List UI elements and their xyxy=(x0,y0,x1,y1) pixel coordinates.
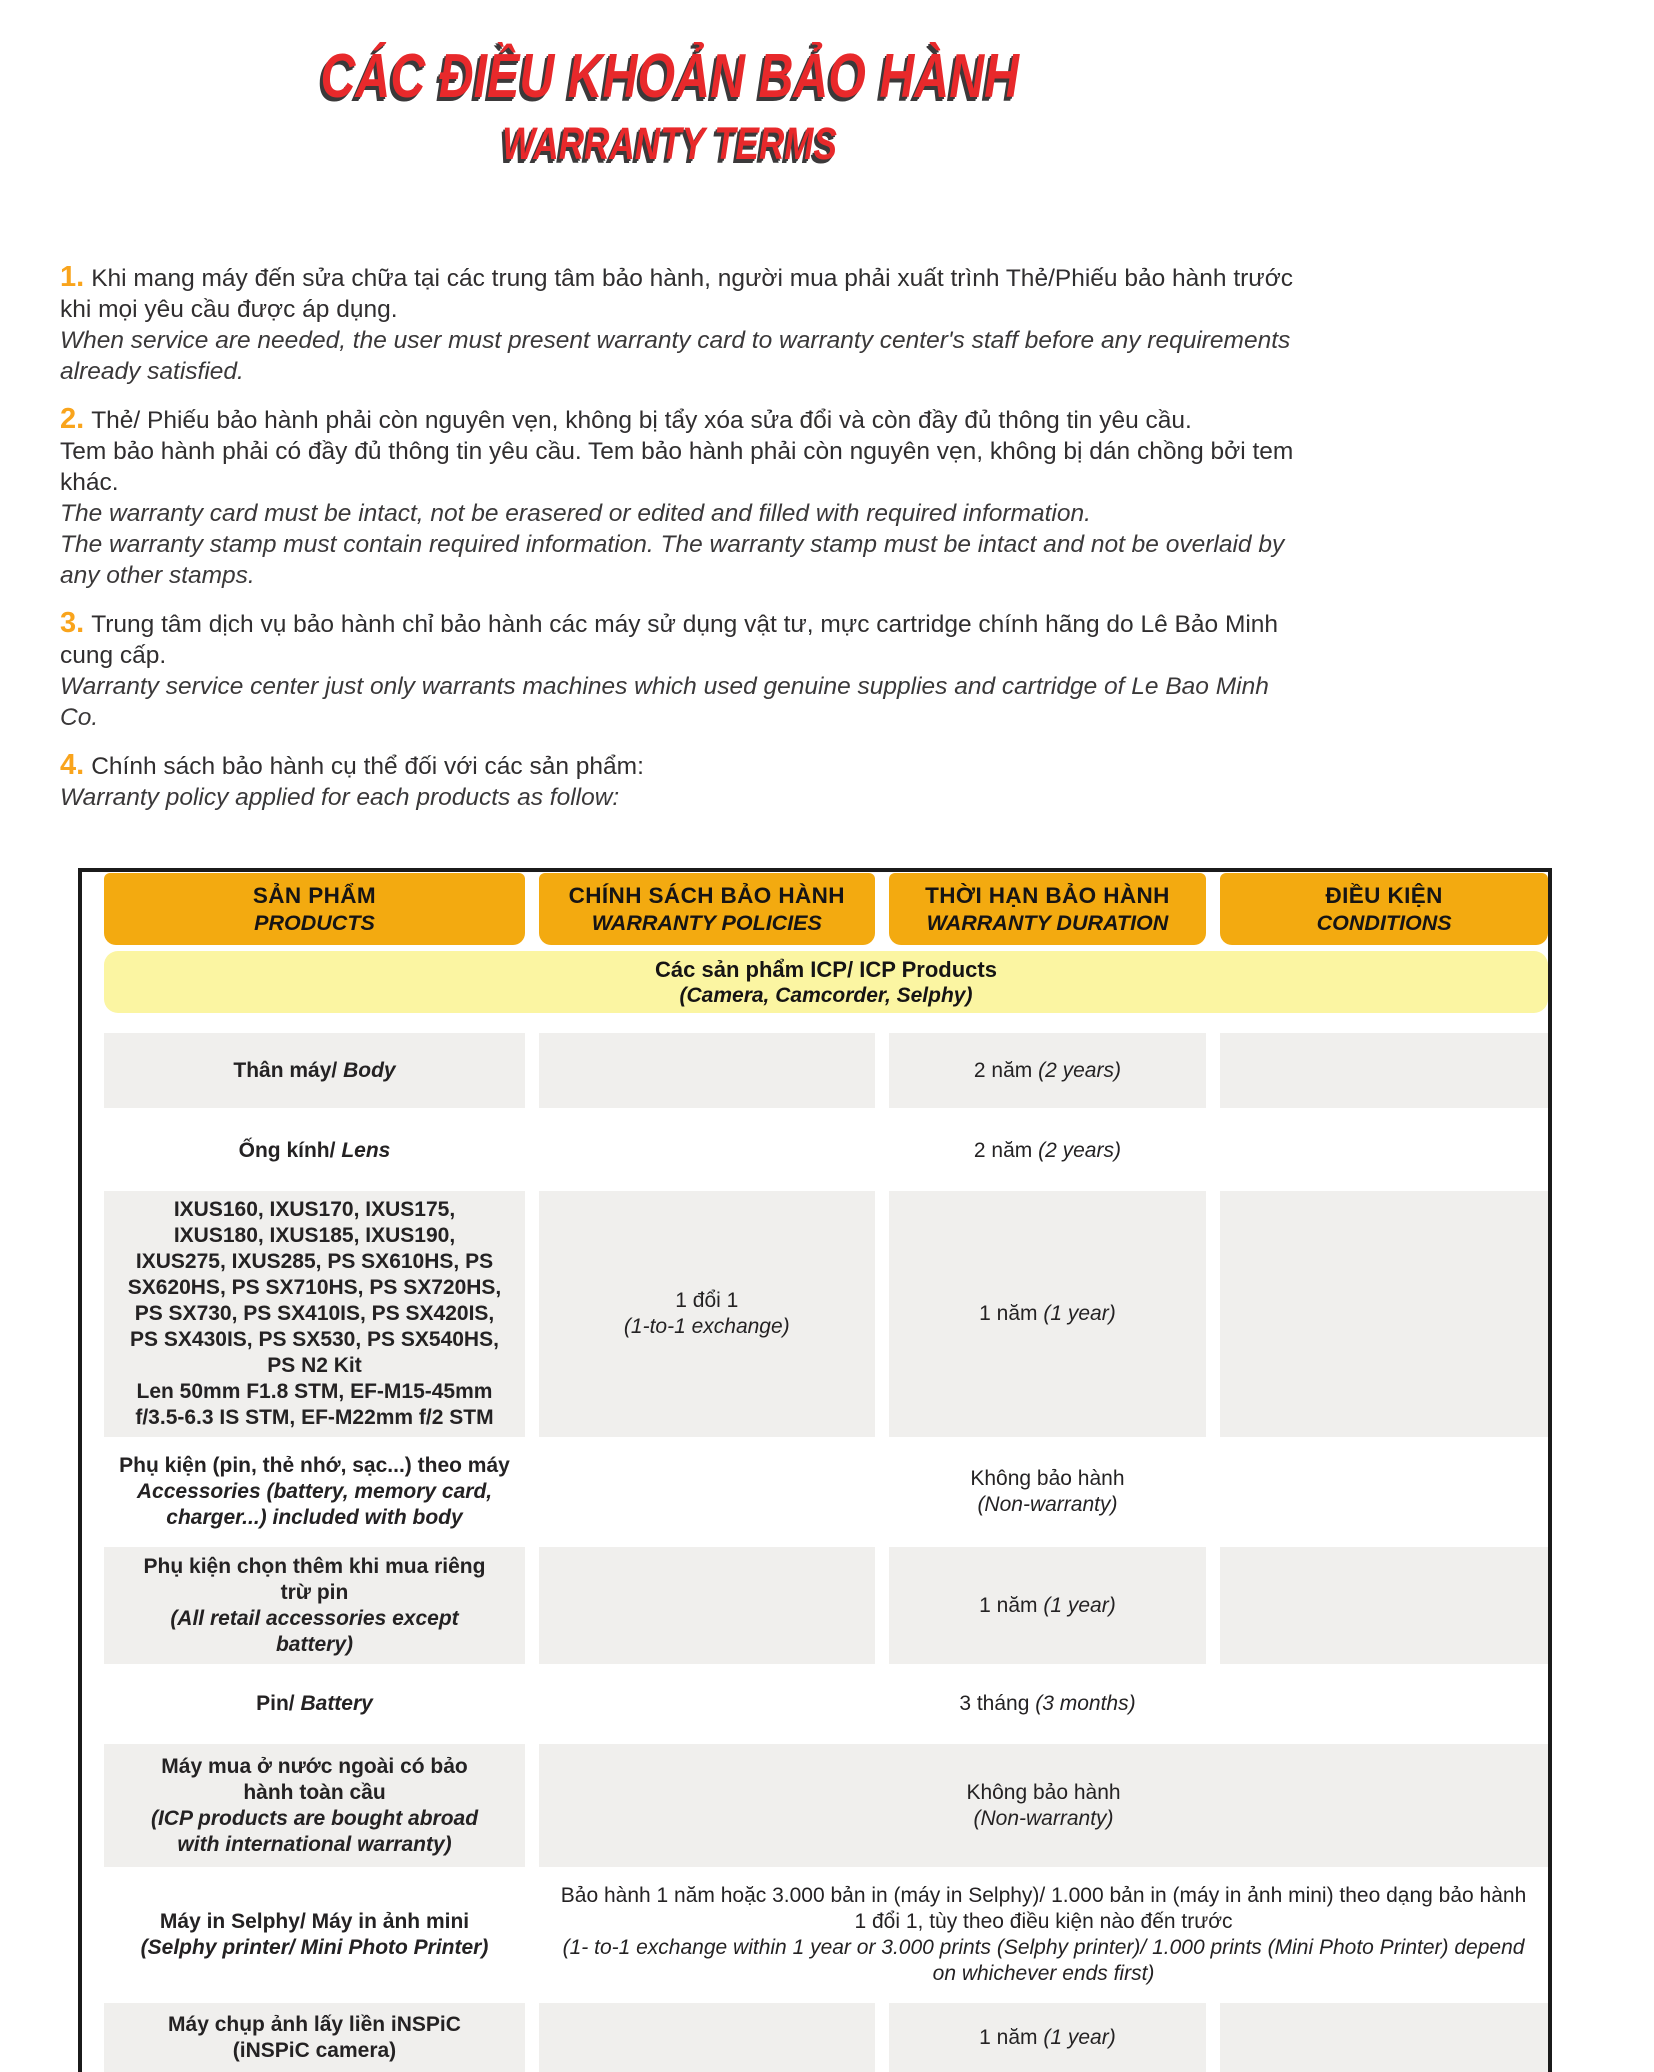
column-header-vi: SẢN PHẨM xyxy=(252,883,377,908)
cell-line: charger...) included with body xyxy=(166,1506,463,1529)
cell-line: IXUS180, IXUS185, IXUS190, xyxy=(173,1224,456,1247)
column-header xyxy=(889,873,1207,945)
table-row-lens xyxy=(104,1118,1548,1183)
cell-line: Len 50mm F1.8 STM, EF-M15-45mm xyxy=(136,1380,493,1403)
term-item xyxy=(60,608,1304,733)
conditions-cell xyxy=(1220,2003,1548,2072)
term-item xyxy=(60,750,1304,813)
term-text-en: The warranty card must be intact, not be erasered or edited and filled with required information. xyxy=(60,500,1091,527)
product-cell xyxy=(104,2003,525,2072)
warranty-table xyxy=(78,868,1552,2072)
duration-cell xyxy=(889,1674,1207,1734)
cell-line: Không bảo hành xyxy=(970,1467,1125,1490)
section-title-en: (Camera, Camcorder, Selphy) xyxy=(679,983,973,1007)
page-title-vi xyxy=(0,42,1340,112)
term-text-en: The warranty stamp must contain required information. The warranty stamp must be intact and not be overlaid by any other stamps. xyxy=(60,531,1285,589)
cell-line: Phụ kiện chọn thêm khi mua riêng xyxy=(143,1554,486,1578)
cell-line: (ICP products are bought abroad xyxy=(150,1806,479,1830)
term-number: 4. xyxy=(60,749,85,781)
column-header-en: WARRANTY DURATION xyxy=(926,911,1169,935)
page-title-vi-text: CÁC ĐIỀU KHOẢN BẢO HÀNH xyxy=(320,42,1020,111)
column-header xyxy=(104,873,525,945)
cell-line: 2 năm (2 years) xyxy=(973,1058,1121,1082)
term-text-en: When service are needed, the user must present warranty card to warranty center's staff before any requirements already satisfied. xyxy=(60,327,1291,385)
policy-cell xyxy=(539,2003,875,2072)
product-cell xyxy=(104,1744,525,1867)
policy-cell xyxy=(539,1547,875,1664)
duration-cell xyxy=(889,2003,1207,2072)
duration-cell xyxy=(889,1118,1207,1183)
cell-line: Máy in Selphy/ Máy in ảnh mini xyxy=(159,1910,470,1933)
product-cell xyxy=(104,1547,525,1664)
cell-line: Accessories (battery, memory card, xyxy=(136,1480,493,1503)
cell-line: SX620HS, PS SX710HS, PS SX720HS, xyxy=(127,1276,502,1299)
cell-line: Máy chụp ảnh lấy liền iNSPiC xyxy=(168,2012,461,2036)
cell-line: IXUS275, IXUS285, PS SX610HS, PS xyxy=(135,1250,494,1273)
column-header-vi: CHÍNH SÁCH BẢO HÀNH xyxy=(568,883,845,908)
policy-cell xyxy=(539,1118,875,1183)
column-header-en: WARRANTY POLICIES xyxy=(591,911,822,935)
cell-line: with international warranty) xyxy=(177,1832,452,1856)
term-text-en: Warranty policy applied for each products as follow: xyxy=(60,784,620,811)
cell-line: Bảo hành 1 năm hoặc 3.000 bản in (máy in Selphy)/ 1.000 bản in (máy in ảnh mini) theo dạng bảo hành 1 đổi 1, tùy theo điều kiện nào đến trước xyxy=(560,1884,1527,1933)
cell-line: Thân máy/ Body xyxy=(233,1058,396,1082)
policy-cell xyxy=(539,1191,875,1437)
spanning-cell xyxy=(539,1744,1548,1867)
cell-line: 3 tháng (3 months) xyxy=(959,1692,1136,1715)
cell-line: (All retail accessories except xyxy=(170,1606,459,1630)
table-body xyxy=(104,1033,1548,2072)
column-header xyxy=(1220,873,1548,945)
column-header-en: PRODUCTS xyxy=(254,911,375,935)
product-cell xyxy=(104,1877,525,1993)
policy-cell xyxy=(539,1033,875,1108)
conditions-cell xyxy=(1220,1547,1548,1664)
product-cell xyxy=(104,1118,525,1183)
column-header-vi: ĐIỀU KIỆN xyxy=(1325,883,1443,908)
table-row-international-purchase xyxy=(104,1744,1548,1867)
cell-line: (Non-warranty) xyxy=(977,1493,1118,1516)
cell-line: battery) xyxy=(275,1632,353,1656)
table-row-battery xyxy=(104,1674,1548,1734)
product-cell xyxy=(104,1033,525,1108)
conditions-cell xyxy=(1220,1191,1548,1437)
policy-cell xyxy=(539,1674,875,1734)
cell-line: (Non-warranty) xyxy=(973,1806,1114,1830)
term-text-en: Warranty service center just only warrants machines which used genuine supplies and cartridge of Le Bao Minh Co. xyxy=(60,673,1269,731)
duration-cell xyxy=(889,1447,1207,1537)
cell-line: 1 đổi 1 xyxy=(675,1289,739,1312)
column-header xyxy=(539,873,875,945)
table-row-selphy-mini-printer xyxy=(104,1877,1548,1993)
table-row-included-accessories xyxy=(104,1447,1548,1537)
term-text-vi: 2. Thẻ/ Phiếu bảo hành phải còn nguyên vẹn, không bị tẩy xóa sửa đổi và còn đầy đủ thông tin yêu cầu. xyxy=(60,403,1192,435)
cell-line: PS SX730, PS SX410IS, PS SX420IS, xyxy=(134,1302,495,1325)
table-row-retail-accessories xyxy=(104,1547,1548,1664)
cell-line: Phụ kiện (pin, thẻ nhớ, sạc...) theo máy xyxy=(119,1454,510,1477)
cell-line: f/3.5-6.3 IS STM, EF-M22mm f/2 STM xyxy=(135,1406,494,1429)
term-number: 3. xyxy=(60,607,85,639)
cell-line: 2 năm (2 years) xyxy=(973,1138,1121,1162)
cell-line: trừ pin xyxy=(280,1580,349,1604)
term-number: 1. xyxy=(60,261,85,293)
cell-line: 1 năm (1 year) xyxy=(979,2025,1116,2049)
term-text-vi: Tem bảo hành phải có đầy đủ thông tin yêu cầu. Tem bảo hành phải còn nguyên vẹn, không bị dán chồng bởi tem khác. xyxy=(60,438,1294,496)
term-number: 2. xyxy=(60,403,85,435)
page-title xyxy=(0,42,1340,170)
product-cell xyxy=(104,1447,525,1537)
conditions-cell xyxy=(1220,1118,1548,1183)
spanning-cell xyxy=(539,1877,1548,1993)
cell-line: 1 năm (1 year) xyxy=(979,1593,1116,1617)
table-row-inspic-camera xyxy=(104,2003,1548,2072)
cell-line: PS N2 Kit xyxy=(267,1354,362,1377)
table-row-body xyxy=(104,1033,1548,1108)
cell-line: (1- to-1 exchange within 1 year or 3.000 prints (Selphy printer)/ 1.000 prints (Mini Photo Printer) depend on whichever ends first) xyxy=(562,1936,1525,1985)
product-cell xyxy=(104,1674,525,1734)
cell-line: IXUS160, IXUS170, IXUS175, xyxy=(173,1198,456,1221)
cell-line: Ống kính/ Lens xyxy=(238,1138,391,1162)
column-header-vi: THỜI HẠN BẢO HÀNH xyxy=(925,883,1170,908)
conditions-cell xyxy=(1220,1674,1548,1734)
cell-line: Không bảo hành xyxy=(966,1780,1121,1804)
cell-line: Pin/ Battery xyxy=(256,1692,373,1715)
table-header-row xyxy=(104,873,1548,945)
cell-line: (iNSPiC camera) xyxy=(232,2038,397,2062)
duration-cell xyxy=(889,1547,1207,1664)
page-title-en xyxy=(0,118,1340,170)
policy-cell xyxy=(539,1447,875,1537)
duration-cell xyxy=(889,1191,1207,1437)
product-cell xyxy=(104,1191,525,1437)
column-header-en: CONDITIONS xyxy=(1316,911,1452,935)
cell-line: (1-to-1 exchange) xyxy=(623,1315,790,1338)
section-title-vi: Các sản phẩm ICP/ ICP Products xyxy=(655,956,997,982)
cell-line: (Selphy printer/ Mini Photo Printer) xyxy=(140,1936,489,1959)
term-text-vi: 4. Chính sách bảo hành cụ thể đối với các sản phẩm: xyxy=(60,749,644,781)
cell-line: PS SX430IS, PS SX530, PS SX540HS, xyxy=(130,1328,499,1351)
table-row-compact-camera-models xyxy=(104,1191,1548,1437)
conditions-cell xyxy=(1220,1447,1548,1537)
page-title-en-text: WARRANTY TERMS xyxy=(502,118,838,169)
term-text-vi: 3. Trung tâm dịch vụ bảo hành chỉ bảo hành các máy sử dụng vật tư, mực cartridge chính hãng do Lê Bảo Minh cung cấp. xyxy=(60,607,1279,669)
cell-line: Máy mua ở nước ngoài có bảo xyxy=(161,1754,468,1778)
duration-cell xyxy=(889,1033,1207,1108)
cell-line: hành toàn cầu xyxy=(243,1780,386,1804)
section-row-icp-products xyxy=(104,951,1548,1013)
term-item xyxy=(60,262,1304,387)
term-text-vi: 1. Khi mang máy đến sửa chữa tại các trung tâm bảo hành, người mua phải xuất trình Thẻ/Phiếu bảo hành trước khi mọi yêu cầu được áp dụng. xyxy=(60,261,1294,323)
terms-list xyxy=(60,262,1304,830)
conditions-cell xyxy=(1220,1033,1548,1108)
term-item xyxy=(60,404,1304,591)
cell-line: 1 năm (1 year) xyxy=(979,1302,1116,1325)
